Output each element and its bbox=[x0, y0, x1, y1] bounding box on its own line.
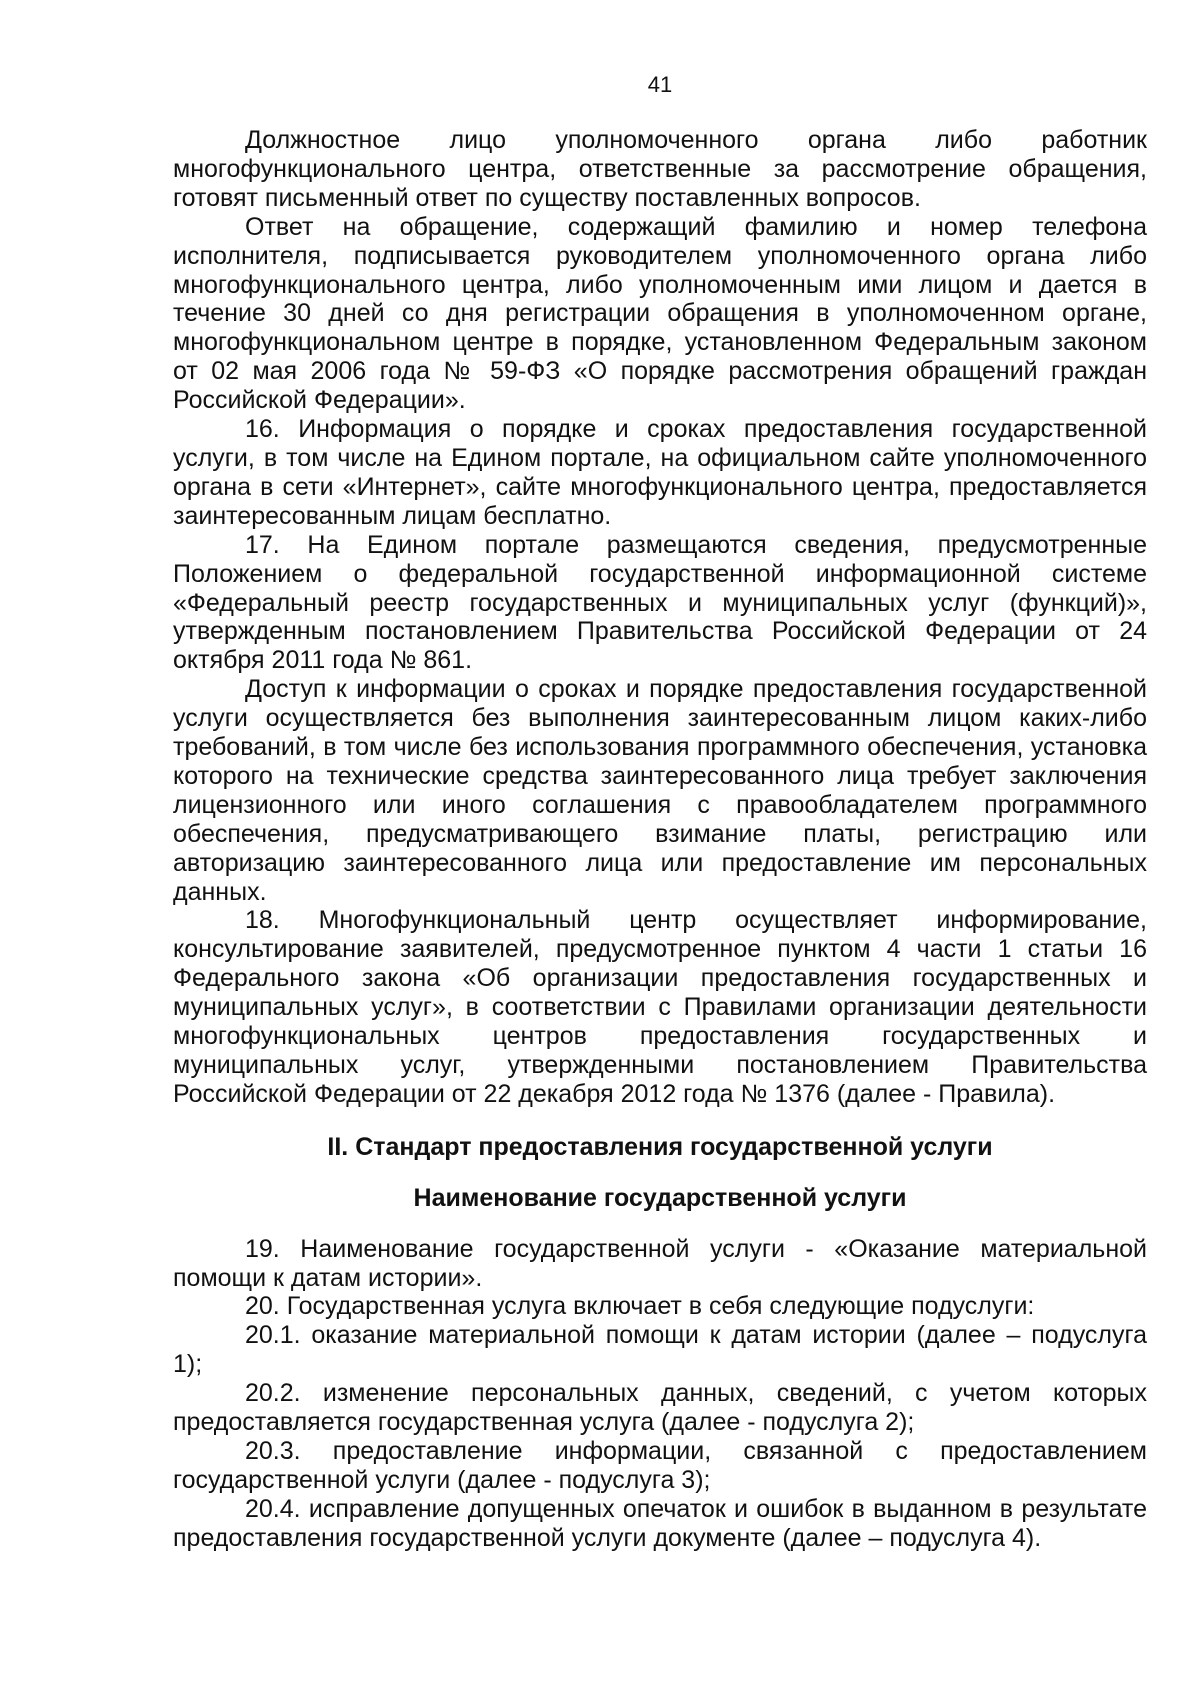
paragraph: Должностное лицо уполномоченного органа либо работник многофункционального центра, ответственные за рассмотрение обращения, готовят письменный ответ по существу поставленных вопросов. bbox=[173, 126, 1147, 212]
section-heading: II. Стандарт предоставления государственной услуги bbox=[327, 1132, 993, 1161]
paragraph: 20. Государственная услуга включает в себя следующие подуслуги: bbox=[245, 1292, 1035, 1321]
paragraph: 20.3. предоставление информации, связанной с предоставлением государственной услуги (далее - подуслуга 3); bbox=[173, 1436, 1147, 1494]
subsection-heading: Наименование государственной услуги bbox=[413, 1183, 907, 1212]
paragraph: 16. Информация о порядке и сроках предоставления государственной услуги, в том числе на Едином портале, на официальном сайте уполномоченного органа в сети «Интернет», сайте многофункционального центра, предоставляется заинтересованным лицам бесплатно. bbox=[173, 415, 1147, 530]
paragraph: 19. Наименование государственной услуги - «Оказание материальной помощи к датам истории». bbox=[173, 1234, 1147, 1292]
paragraph: 20.1. оказание материальной помощи к датам истории (далее – подуслуга 1); bbox=[173, 1321, 1147, 1379]
paragraph: Доступ к информации о сроках и порядке предоставления государственной услуги осуществляется без выполнения заинтересованным лицом каких-либо требований, в том числе без использования программного обеспечения, установка которого на технические средства заинтересованного лица требует заключения лицензионного или иного соглашения с правообладателем программного обеспечения, предусматривающего взимание платы, регистрацию или авторизацию заинтересованного лица или предоставление им персональных данных. bbox=[173, 675, 1147, 906]
paragraph: Ответ на обращение, содержащий фамилию и номер телефона исполнителя, подписывается руководителем уполномоченного органа либо многофункционального центра, либо уполномоченным ими лицом и дается в течение 30 дней со дня регистрации обращения в уполномоченном органе, многофункциональном центре в порядке, установленном Федеральным законом от 02 мая 2006 года № 59-ФЗ «О порядке рассмотрения обращений граждан Российской Федерации». bbox=[173, 212, 1147, 415]
paragraph: 20.4. исправление допущенных опечаток и ошибок в выданном в результате предоставления государственной услуги документе (далее – подуслуга 4). bbox=[173, 1494, 1147, 1552]
paragraph: 17. На Едином портале размещаются сведения, предусмотренные Положением о федеральной государственной информационной системе «Федеральный реестр государственных и муниципальных услуг (функций)», утвержденным постановлением Правительства Российской Федерации от 24 октября 2011 года № 861. bbox=[173, 530, 1147, 675]
paragraph: 18. Многофункциональный центр осуществляет информирование, консультирование заявителей, предусмотренное пунктом 4 части 1 статьи 16 Федерального закона «Об организации предоставления государственных и муниципальных услуг», в соответствии с Правилами организации деятельности многофункциональных центров предоставления государственных и муниципальных услуг, утвержденными постановлением Правительства Российской Федерации от 22 декабря 2012 года № 1376 (далее - Правила). bbox=[173, 906, 1147, 1108]
page-number: 41 bbox=[647, 72, 673, 97]
paragraph: 20.2. изменение персональных данных, сведений, с учетом которых предоставляется государственная услуга (далее - подуслуга 2); bbox=[173, 1379, 1147, 1437]
document-body bbox=[173, 126, 1147, 1553]
